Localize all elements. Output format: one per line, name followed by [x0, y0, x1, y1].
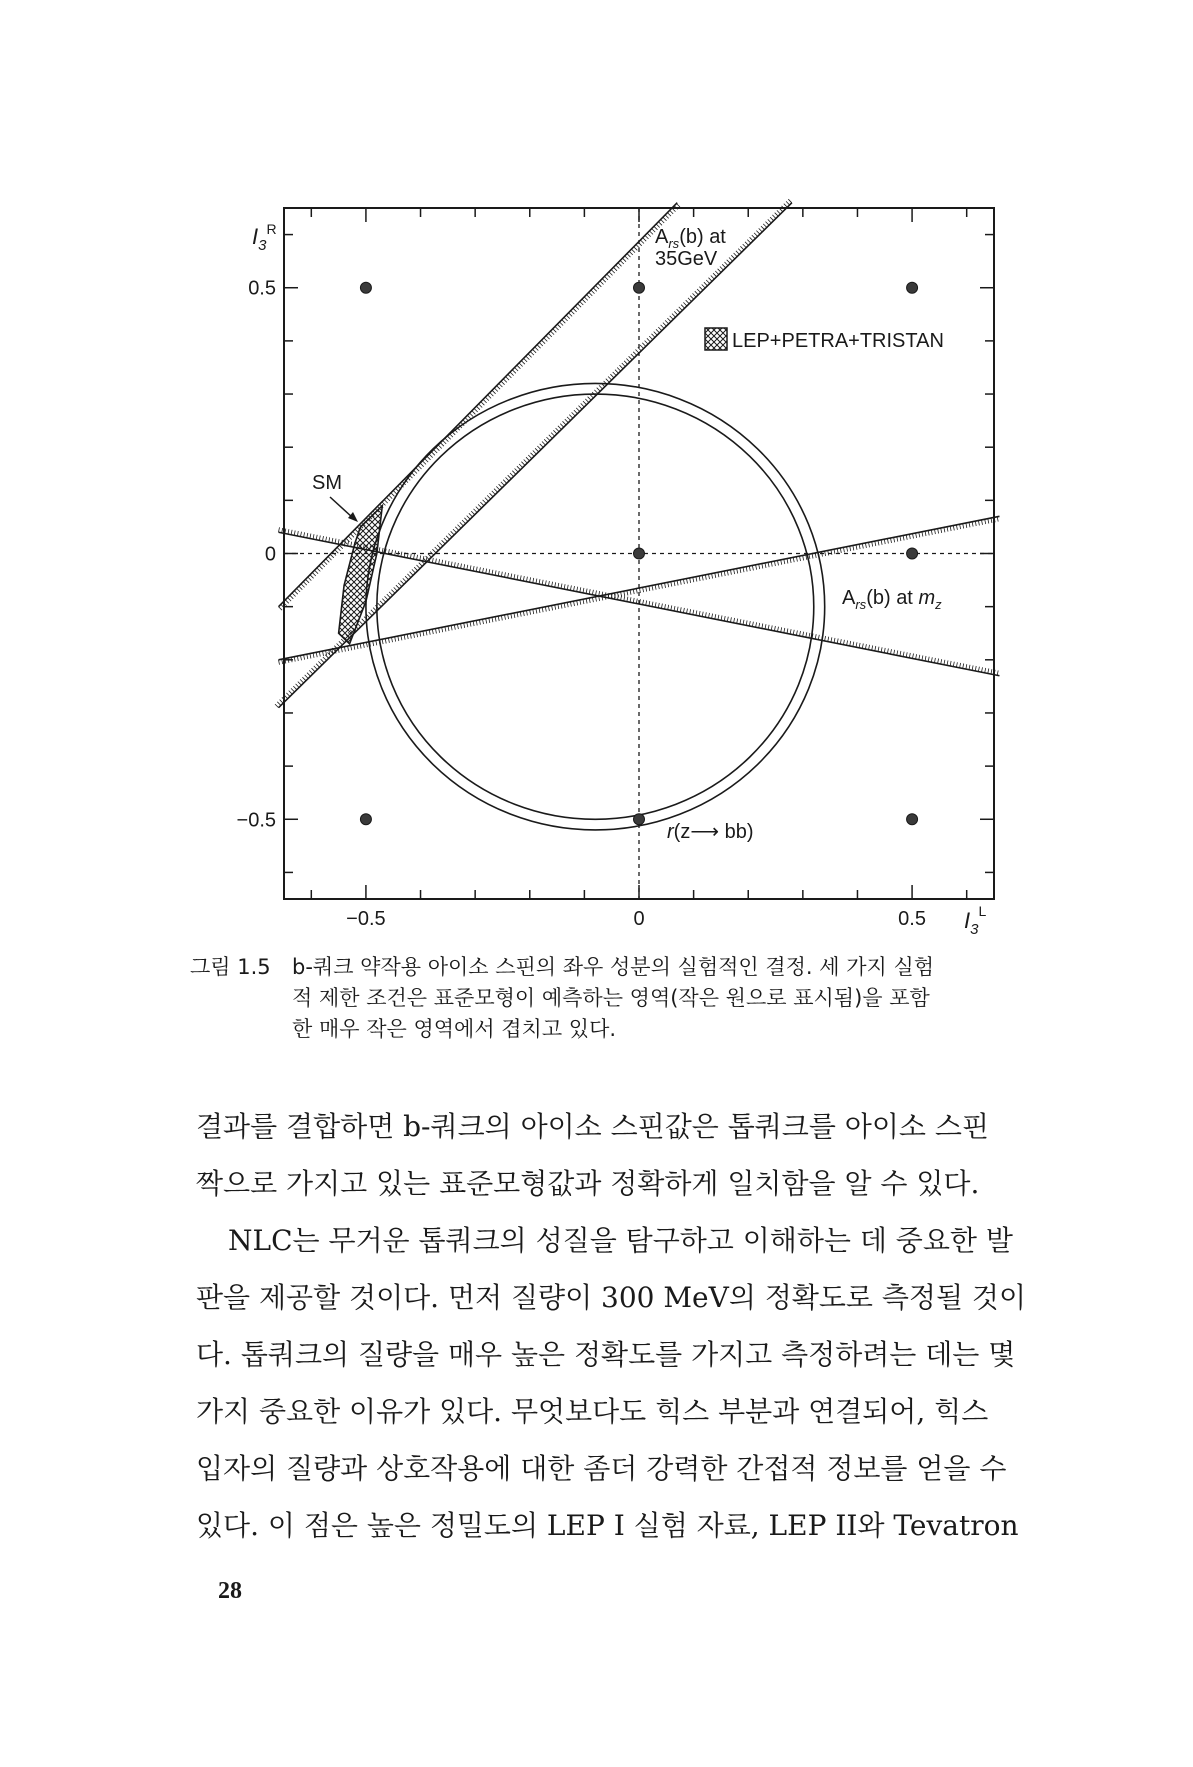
page-number: 28 [218, 1578, 242, 1604]
constraint-lines [275, 199, 999, 707]
y-axis-title: $I_3^R$ [252, 221, 277, 254]
ars-35gev-line-upper-hatch [279, 204, 681, 611]
ars-35gev-energy: 35GeV [655, 248, 718, 270]
body-line: 가지 중요한 이유가 있다. 무엇보다도 힉스 부분과 연결되어, 힉스 [196, 1395, 989, 1428]
hatched-overlap [339, 506, 383, 644]
y-tick-label: 0.5 [248, 277, 276, 300]
body-line: 판을 제공할 것이다. 먼저 질량이 300 MeV의 정확도로 측정될 것이 [196, 1281, 1027, 1314]
isospin-point [360, 282, 371, 293]
x-axis-title: $I_3^L$ [964, 903, 987, 938]
legend-label: LEP+PETRA+TRISTAN [732, 330, 944, 352]
isospin-point [360, 814, 371, 825]
ars-35gev-line-upper [279, 203, 678, 607]
ring-circle [377, 394, 814, 819]
legend-hatch-swatch [705, 328, 727, 350]
caption-line: 한 매우 작은 영역에서 겹치고 있다. [292, 1017, 617, 1041]
lep-petra-tristan-region [339, 506, 383, 644]
body-line: 결과를 결합하면 b-쿼크의 아이소 스핀값은 톱쿼크를 아이소 스핀 [196, 1110, 989, 1143]
caption-line: 적 제한 조건은 표준모형이 예측하는 영역(작은 원으로 표시됨)을 포함 [292, 986, 930, 1010]
rz-bb-label: r(z⟶ bb) [667, 821, 754, 843]
ars-35gev-label: $A_{rs}(b)$ at [655, 226, 726, 251]
sm-label: SM [312, 472, 342, 494]
body-line: NLC는 무거운 톱쿼크의 성질을 탐구하고 이해하는 데 중요한 발 [228, 1224, 1013, 1257]
x-tick-label: −0.5 [346, 908, 386, 930]
isospin-point [634, 548, 645, 559]
body-line: 다. 톱쿼크의 질량을 매우 높은 정확도를 가지고 측정하려는 데는 몇 [196, 1338, 1016, 1371]
y-tick-label: 0 [264, 543, 276, 566]
caption-line: b-쿼크 약작용 아이소 스핀의 좌우 성분의 실험적인 결정. 세 가지 실험 [292, 955, 935, 979]
body-line: 있다. 이 점은 높은 정밀도의 LEP I 실험 자료, LEP II와 Tevatron [196, 1509, 1019, 1542]
caption-label: 그림 1.5 [190, 955, 271, 979]
isospin-point [634, 282, 645, 293]
x-tick-label: 0 [633, 908, 645, 930]
body-line: 입자의 질량과 상호작용에 대한 좀더 강력한 간접적 정보를 얻을 수 [196, 1452, 1007, 1485]
sm-arrow-head [348, 512, 358, 522]
tick-labels [237, 278, 926, 930]
body-line: 짝으로 가지고 있는 표준모형값과 정확하게 일치함을 알 수 있다. [196, 1167, 980, 1200]
isospin-point [907, 814, 918, 825]
ars-35gev-line-lower [279, 203, 792, 708]
isospin-point [634, 814, 645, 825]
figure-caption [190, 952, 1060, 1045]
y-tick-label: −0.5 [236, 809, 276, 832]
isospin-point [907, 548, 918, 559]
isospin-point [907, 282, 918, 293]
x-tick-label: 0.5 [898, 908, 926, 930]
sm-arrow-shaft [330, 497, 353, 518]
ars-mz-label: $A_{rs}(b)$ at $m_z$ [842, 587, 942, 612]
body-paragraphs [196, 1098, 1056, 1554]
